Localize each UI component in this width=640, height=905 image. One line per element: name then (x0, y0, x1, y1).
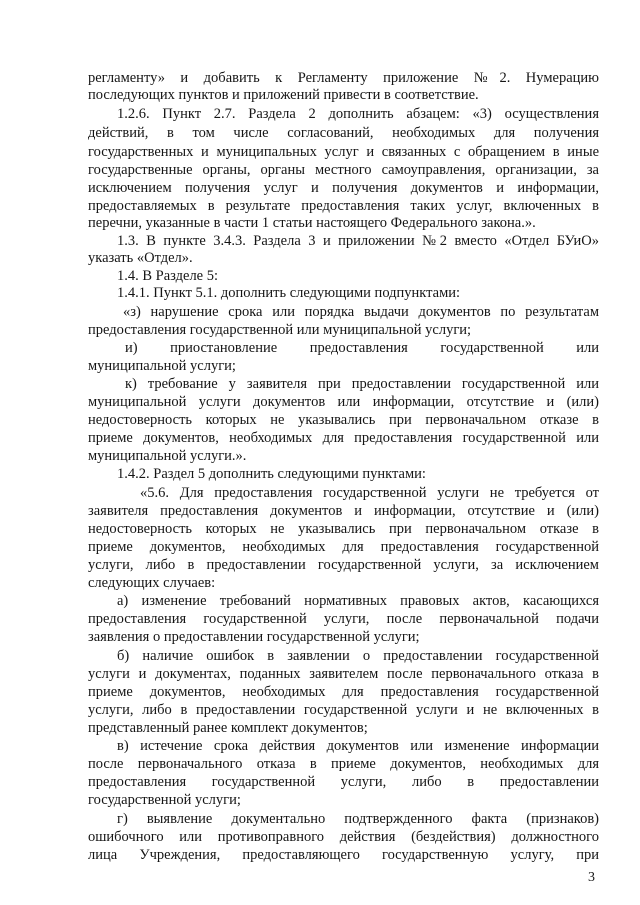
text-line: предоставления государственной или муниципальной услуги; (88, 322, 472, 338)
text-line: и) приостановление предоставления государственной или (125, 340, 599, 356)
text-line: исключением получения услуг и получения документов и информации, (88, 180, 599, 196)
text-line: лица Учреждения, предоставляющего государственную услугу, при (88, 847, 599, 863)
text-line: 1.4.2. Раздел 5 дополнить следующими пунктами: (117, 466, 426, 482)
text-line: приеме документов, необходимых для предоставления государственной (88, 684, 599, 700)
text-line: предоставления государственной услуги, либо в предоставлении (88, 774, 599, 790)
text-line: предоставляемых в результате предоставления таких услуг, включенных в (88, 198, 599, 214)
text-line: а) изменение требований нормативных правовых актов, касающихся (117, 593, 599, 609)
text-line: представленный ранее комплект документов; (88, 720, 368, 736)
text-line: недостоверность которых не указывались при первоначальном отказе в (88, 412, 599, 428)
text-line: 1.2.6. Пункт 2.7. Раздела 2 дополнить абзацем: «3) осуществления (117, 106, 599, 122)
text-line: к) требование у заявителя при предоставлении государственной или (125, 376, 599, 392)
text-line: муниципальной услуги документов или информации, отсутствие и (или) (88, 394, 599, 410)
text-line: предоставления государственной услуги, после первоначальной подачи (88, 611, 599, 627)
text-line: последующих пунктов и приложений привести в соответствие. (88, 87, 479, 103)
text-line: приеме документов, необходимых для предоставления государственной или (88, 430, 599, 446)
page-number: 3 (588, 870, 595, 885)
text-line: недостоверность которых не указывались при первоначальном отказе в (88, 521, 599, 537)
text-line: заявителя предоставления документов и информации, отсутствие и (или) (88, 503, 599, 519)
text-line: государственных и муниципальных услуг и связанных с обращением в иные (88, 144, 599, 160)
text-line: «5.6. Для предоставления государственной услуги не требуется от (140, 485, 599, 501)
text-line: б) наличие ошибок в заявлении о предоставлении государственной (117, 648, 599, 664)
text-line: 1.4.1. Пункт 5.1. дополнить следующими подпунктами: (117, 285, 461, 301)
text-line: ошибочного или противоправного действия (бездействия) должностного (88, 829, 599, 845)
text-line: в) истечение срока действия документов или изменение информации (117, 738, 599, 754)
text-line: услуги, либо в предоставлении государственной услуги и не включенных в (88, 702, 599, 718)
text-line: приеме документов, необходимых для предоставления государственной (88, 539, 599, 555)
text-line: г) выявление документально подтвержденного факта (признаков) (117, 811, 599, 827)
text-line: после первоначального отказа в приеме документов, необходимых для (88, 756, 599, 772)
text-line: 1.3. В пункте 3.4.3. Раздела 3 и приложении №2 вместо «Отдел БУиО» (117, 233, 599, 249)
text-line: указать «Отдел». (88, 250, 193, 266)
text-line: «з) нарушение срока или порядка выдачи документов по результатам (123, 304, 599, 320)
text-line: регламенту» и добавить к Регламенту приложение №2. Нумерацию (88, 70, 599, 86)
text-line: услуги и документах, поданных заявителем после первоначального отказа в (88, 666, 599, 682)
text-line: следующих случаев: (88, 575, 216, 591)
text-line: заявления о предоставлении государственной услуги; (88, 629, 420, 645)
text-line: услуги, либо в предоставлении государственной услуги, за исключением (88, 557, 599, 573)
text-line: государственные органы, органы местного самоуправления, организации, за (88, 162, 599, 178)
text-line: муниципальной услуги; (88, 358, 236, 374)
text-line: муниципальной услуги.». (88, 448, 247, 464)
text-line: 1.4. В Разделе 5: (117, 268, 219, 284)
text-line: государственной услуги; (88, 792, 241, 808)
text-line: перечни, указанные в части 1 статьи настоящего Федерального закона.». (88, 215, 536, 231)
text-line: действий, в том числе согласований, необходимых для получения (88, 125, 599, 141)
